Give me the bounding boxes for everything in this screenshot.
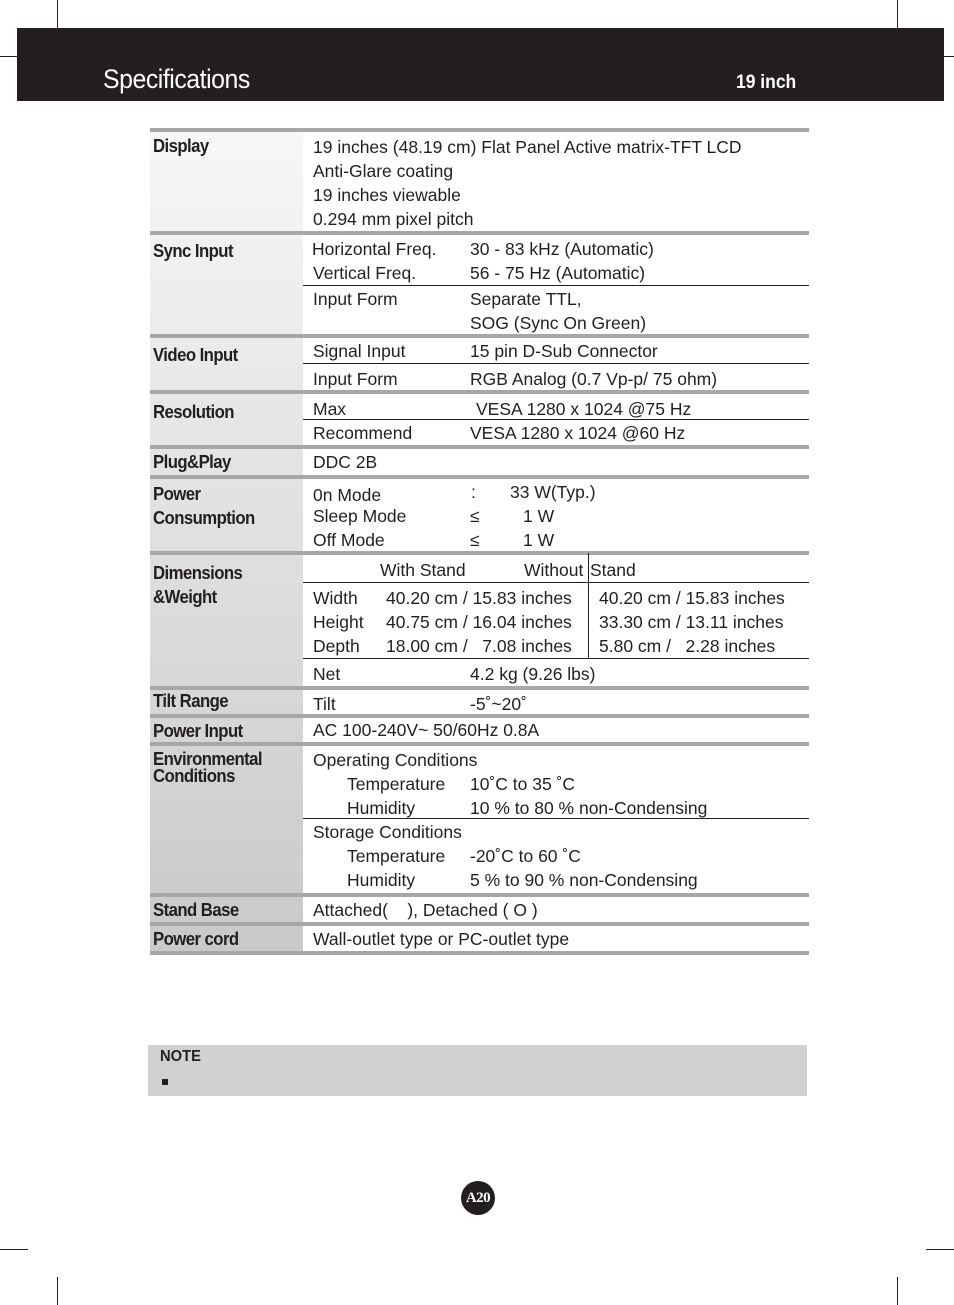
spec-value: RGB Analog (0.7 Vp-p/ 75 ohm): [470, 369, 718, 389]
spec-value: DDC 2B: [313, 452, 378, 472]
page-number-badge: A20: [461, 1181, 495, 1215]
bullet-icon: [162, 1079, 168, 1085]
note-title: NOTE: [160, 1048, 201, 1065]
label-tilt-range: Tilt Range: [153, 691, 229, 711]
spec-key: Temperature: [347, 846, 446, 866]
spec-key: 0n Mode: [313, 485, 382, 505]
spec-value: 5.80 cm / 2.28 inches: [599, 636, 776, 656]
row-divider: [150, 475, 809, 479]
row-divider: [150, 128, 809, 132]
spec-key: Temperature: [347, 774, 446, 794]
label-power-consumption: Power: [153, 484, 201, 504]
crop-mark: [944, 56, 954, 57]
spec-value: -5˚~20˚: [470, 694, 527, 714]
spec-key: Max: [313, 399, 347, 419]
storage-conditions-title: Storage Conditions: [313, 822, 462, 842]
sub-divider: [303, 285, 809, 286]
spec-value: AC 100-240V~ 50/60Hz 0.8A: [313, 720, 540, 740]
spec-key: Tilt: [313, 694, 336, 714]
spec-value: 33.30 cm / 13.11 inches: [599, 612, 784, 632]
spec-value: Separate TTL,: [470, 289, 582, 309]
crop-mark: [0, 56, 17, 57]
spec-key: Height: [313, 612, 364, 632]
spec-value: 56 - 75 Hz (Automatic): [470, 263, 646, 283]
label-video-input: Video Input: [153, 345, 238, 365]
row-divider: [150, 445, 809, 449]
crop-mark: [57, 1277, 58, 1305]
spec-value: 40.20 cm / 15.83 inches: [599, 588, 785, 608]
spec-key: Off Mode: [313, 530, 385, 550]
display-line: Anti-Glare coating: [313, 161, 454, 181]
row-divider: [150, 231, 809, 235]
spec-value: 30 - 83 kHz (Automatic): [470, 239, 654, 259]
column-header-with-stand: With Stand: [380, 560, 466, 580]
row-divider: [150, 742, 809, 746]
spec-value: 1 W: [523, 506, 555, 526]
spec-key: Recommend: [313, 423, 413, 443]
crop-mark: [897, 0, 898, 28]
spec-key: Input Form: [313, 289, 398, 309]
spec-value: 40.20 cm / 15.83 inches: [386, 588, 572, 608]
note-box: [148, 1045, 807, 1096]
spec-key: Humidity: [347, 870, 416, 890]
spec-symbol: ≤: [470, 506, 480, 526]
label-power-input: Power Input: [153, 721, 243, 741]
crop-mark: [897, 1277, 898, 1305]
display-line: 19 inches (48.19 cm) Flat Panel Active matrix-TFT LCD: [313, 137, 742, 157]
spec-value: 33 W(Typ.): [510, 482, 596, 502]
spec-value: 15 pin D-Sub Connector: [470, 341, 658, 361]
spec-key: Humidity: [347, 798, 416, 818]
row-divider: [150, 893, 809, 897]
spec-value: SOG (Sync On Green): [470, 313, 647, 333]
operating-conditions-title: Operating Conditions: [313, 750, 478, 770]
row-divider: [150, 686, 809, 690]
label-environmental: Conditions: [153, 766, 235, 786]
spec-value: 1 W: [523, 530, 555, 550]
label-power-cord: Power cord: [153, 929, 239, 949]
spec-key: Sleep Mode: [313, 506, 407, 526]
label-resolution: Resolution: [153, 402, 234, 422]
sub-divider: [303, 658, 809, 659]
spec-value: 4.2 kg (9.26 lbs): [470, 664, 596, 684]
label-stand-base: Stand Base: [153, 900, 239, 920]
column-divider: [588, 553, 589, 658]
crop-mark: [0, 1249, 28, 1250]
label-sync-input: Sync Input: [153, 241, 233, 261]
display-line: 0.294 mm pixel pitch: [313, 209, 474, 229]
sub-divider: [303, 582, 809, 583]
label-environmental: Environmental: [153, 749, 263, 769]
spec-key: Width: [313, 588, 358, 608]
page-title: Specifications: [103, 64, 250, 94]
label-display: Display: [153, 136, 209, 156]
spec-value: 10 % to 80 % non-Condensing: [470, 798, 708, 818]
spec-key: Input Form: [313, 369, 398, 389]
label-power-consumption: Consumption: [153, 508, 255, 528]
spec-symbol: :: [471, 482, 476, 502]
display-line: 19 inches viewable: [313, 185, 461, 205]
spec-value: 5 % to 90 % non-Condensing: [470, 870, 698, 890]
spec-value: 18.00 cm / 7.08 inches: [386, 636, 572, 656]
label-plug-play: Plug&Play: [153, 452, 231, 472]
spec-symbol: ≤: [470, 530, 480, 550]
page-header: [17, 28, 944, 101]
model-size: 19 inch: [736, 72, 797, 93]
spec-key: Vertical Freq.: [313, 263, 417, 283]
sub-divider: [303, 363, 809, 364]
row-divider: [150, 951, 809, 955]
spec-value: Wall-outlet type or PC-outlet type: [313, 929, 570, 949]
column-header-without-stand: Without: [524, 560, 584, 580]
label-dimensions: Dimensions: [153, 563, 243, 583]
spec-value: Attached( ), Detached ( O ): [313, 900, 538, 920]
spec-value: VESA 1280 x 1024 @60 Hz: [470, 423, 686, 443]
spec-key: Net: [313, 664, 341, 684]
spec-key: Signal Input: [313, 341, 406, 361]
spec-value: 40.75 cm / 16.04 inches: [386, 612, 572, 632]
spec-value: 10˚C to 35 ˚C: [470, 774, 576, 794]
spec-value: VESA 1280 x 1024 @75 Hz: [476, 399, 692, 419]
crop-mark: [57, 0, 58, 28]
spec-value: -20˚C to 60 ˚C: [470, 846, 581, 866]
row-divider: [150, 922, 809, 926]
crop-mark: [926, 1249, 954, 1250]
column-header-without-stand: Stand: [590, 560, 636, 580]
label-dimensions: &Weight: [153, 587, 217, 607]
spec-key: Horizontal Freq.: [312, 239, 437, 259]
spec-key: Depth: [313, 636, 360, 656]
